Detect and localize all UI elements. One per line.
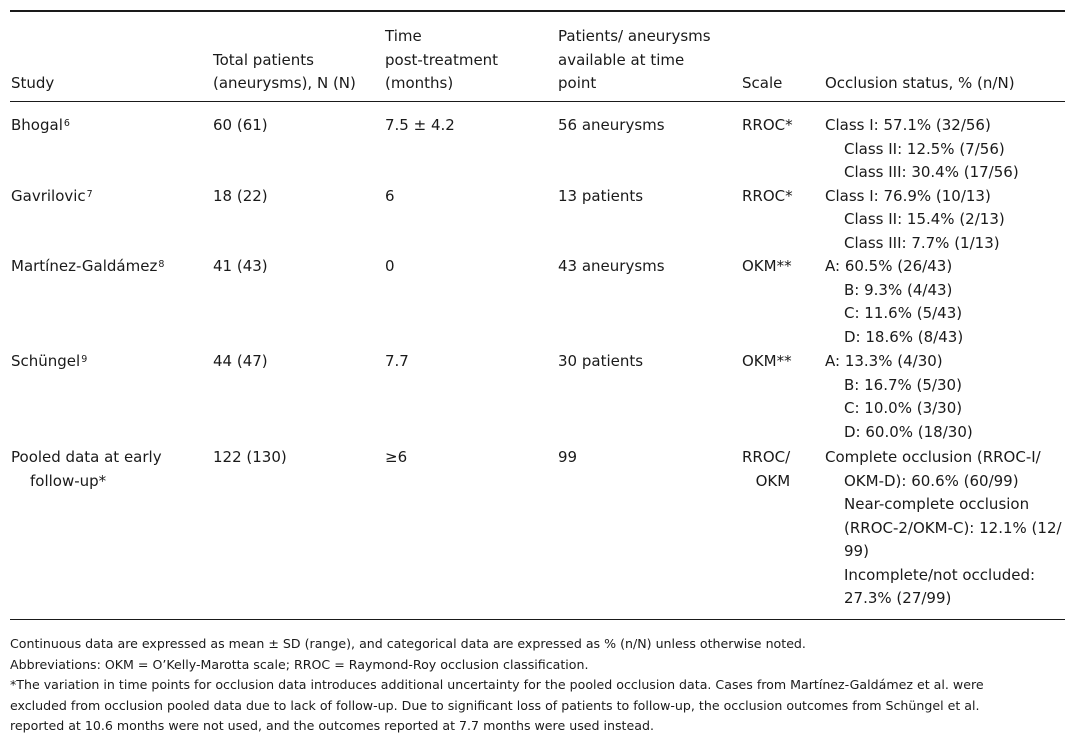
reference-superscript: 6 [63,118,70,129]
header-available: Patients/ aneurysms available at time point [558,27,711,92]
row-martinez-galdamez-total: 41 (43) [213,257,268,275]
table-top-rule [10,10,1065,12]
row-bhogal-scale: RROC* [742,116,793,134]
row-pooled-total: 122 (130) [213,448,287,466]
row-schungel-available: 30 patients [558,352,644,370]
row-bhogal-total: 60 (61) [213,116,268,134]
row-pooled-study: Pooled data at early follow-up* [11,448,162,490]
row-martinez-galdamez-occlusion: A: 60.5% (26/43) B: 9.3% (4/43) C: 11.6% (5/43) D: 18.6% (8/43) [825,257,964,346]
row-schungel-occlusion: A: 13.3% (4/30) B: 16.7% (5/30) C: 10.0% (3/30) D: 60.0% (18/30) [825,352,973,441]
reference-superscript: 8 [158,259,165,270]
row-bhogal-time: 7.5 ± 4.2 [385,116,455,134]
row-pooled-scale: RROC/ OKM [742,448,791,490]
footnote-pooled-note-line-3: reported at 10.6 months were not used, and the outcomes reported at 7.7 months were used instead. [10,718,654,733]
header-study: Study [11,74,55,92]
row-bhogal-occlusion: Class I: 57.1% (32/56) Class II: 12.5% (7/56) Class III: 30.4% (17/56) [825,116,1019,181]
row-gavrilovic-time: 6 [385,186,395,205]
row-schungel-total: 44 (47) [213,352,268,370]
row-martinez-galdamez-study: Martínez-Galdámez$^8$ [11,257,165,275]
row-pooled-occlusion: Complete occlusion (RROC-I/ OKM-D): 60.6% (60/99) Near-complete occlusion (RROC-2/OKM-C): 12.1% (12/ 99) Incomplete/not occluded: 27.3% (27/99) [825,448,1062,607]
row-gavrilovic-available: 13 patients [558,186,644,205]
footnote-pooled-note-line-1: *The variation in time points for occlusion data introduces additional uncertainty for the pooled occlusion data. Cases from Martínez-Galdámez et al. were [10,677,984,692]
header-rule [10,101,1065,102]
header-scale: Scale [742,74,783,92]
row-bhogal-available: 56 aneurysms [558,116,665,134]
row-gavrilovic-occlusion: Class I: 76.9% (10/13) Class II: 15.4% (2/13) Class III: 7.7% (1/13) [825,186,1005,252]
row-pooled-time: ≥6 [385,448,408,466]
row-gavrilovic-scale: RROC* [742,186,793,205]
row-pooled-available: 99 [558,448,578,466]
header-total-patients: Total patients (aneurysms), N (N) [213,50,356,92]
row-schungel-time: 7.7 [385,352,409,370]
row-bhogal-study: Bhogal$^6$ [11,116,70,134]
row-schungel-scale: OKM** [742,352,792,370]
header-time: Time post-treatment (months) [385,27,499,92]
row-martinez-galdamez-time: 0 [385,257,395,275]
footnote-data-format: Continuous data are expressed as mean ± SD (range), and categorical data are expressed as % (n/N) unless otherwise noted. [10,636,806,651]
reference-superscript: 9 [81,354,88,365]
header-occlusion: Occlusion status, % (n/N) [825,74,1015,92]
row-schungel-study: Schüngel$^9$ [11,352,88,370]
footnote-pooled-note-line-2: excluded from occlusion pooled data due to lack of follow-up. Due to significant loss of patients to follow-up, the occlusion outcomes from Schüngel et al. [10,697,980,713]
table-bottom-rule [10,619,1065,620]
footnote-abbreviations: Abbreviations: OKM = O’Kelly-Marotta scale; RROC = Raymond-Roy occlusion classification. [10,656,589,672]
row-gavrilovic-total: 18 (22) [213,186,268,205]
row-martinez-galdamez-available: 43 aneurysms [558,257,665,275]
reference-superscript: 7 [86,188,93,200]
row-gavrilovic-study: Gavrilovic$^7$ [11,186,93,205]
row-martinez-galdamez-scale: OKM** [742,257,792,275]
